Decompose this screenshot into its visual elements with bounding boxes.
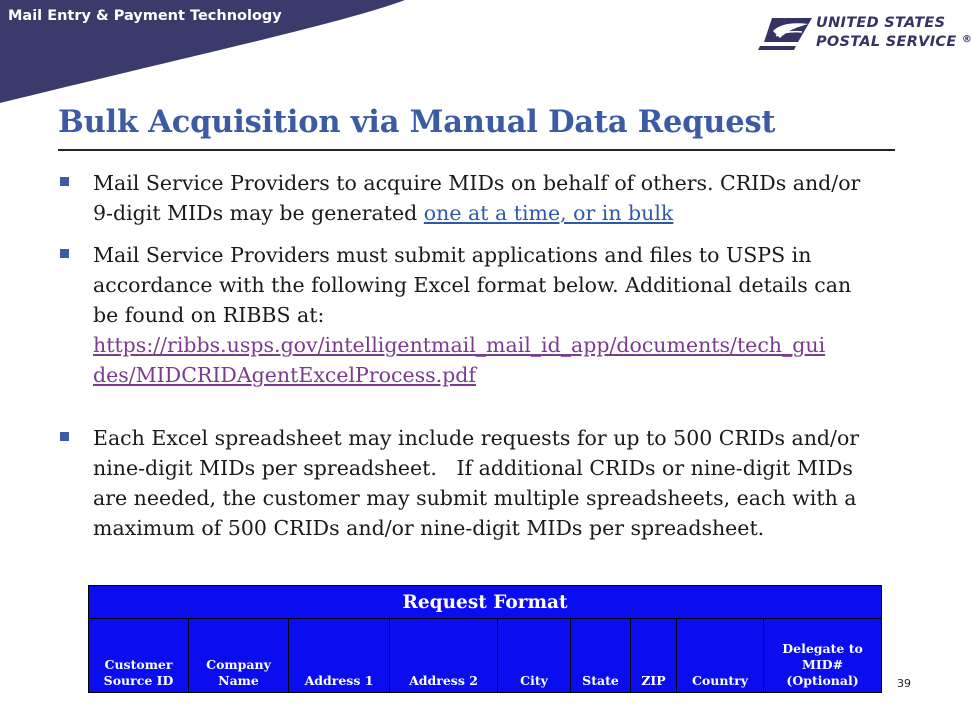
bullet-item-3 <box>93 423 938 543</box>
title-rule <box>58 149 895 151</box>
usps-logo <box>758 12 972 56</box>
column-header-text: ZIP <box>641 673 666 688</box>
column-header-text: Customer <box>104 657 173 672</box>
ribbs-link-line <box>93 360 938 390</box>
request-format-table <box>88 585 882 693</box>
bullet-text: nine-digit MIDs per spreadsheet. If additional CRIDs or nine-digit MIDs <box>93 456 853 480</box>
column-header-text: Name <box>218 673 259 688</box>
table-column-header <box>764 619 882 693</box>
column-header-text: State <box>582 673 619 688</box>
logo-line-1: UNITED STATES <box>816 15 946 31</box>
trademark-symbol: ® <box>961 34 972 45</box>
bullet-text: Mail Service Providers must submit applications and files to USPS in <box>93 243 812 267</box>
logo-line-2-text: POSTAL SERVICE <box>816 34 957 50</box>
header-banner <box>0 0 972 105</box>
column-header-text: Delegate to <box>782 641 863 656</box>
one-at-a-time-link[interactable]: one at a time, or in bulk <box>423 201 674 225</box>
bullet-text: 9-digit MIDs may be generated <box>93 201 424 225</box>
page-number: 39 <box>897 677 911 690</box>
bullet-text-line <box>93 198 938 228</box>
bullet-text: Each Excel spreadsheet may include requests for up to 500 CRIDs and/or <box>93 426 860 450</box>
slide-title: Bulk Acquisition via Manual Data Request <box>58 104 776 140</box>
ribbs-url-link[interactable]: https://ribbs.usps.gov/intelligentmail_mail_id_app/documents/tech_gui <box>93 333 826 357</box>
bullet-text: accordance with the following Excel format below. Additional details can <box>93 273 852 297</box>
ribbs-link-line <box>93 330 938 360</box>
column-header-text: (Optional) <box>786 673 859 688</box>
column-header-text: Company <box>206 657 271 672</box>
bullet-text: maximum of 500 CRIDs and/or nine-digit MIDs per spreadsheet. <box>93 516 765 540</box>
column-header-text: Source ID <box>103 673 174 688</box>
column-header-text: Country <box>691 673 749 688</box>
column-header-text: MID# <box>802 657 844 672</box>
table-column-header <box>631 619 677 693</box>
table-column-header <box>677 619 764 693</box>
bullet-text: are needed, the customer may submit multiple spreadsheets, each with a <box>93 486 857 510</box>
table-header-row <box>89 619 882 693</box>
bullet-item-1 <box>93 168 938 228</box>
table-column-header <box>571 619 631 693</box>
table-column-header <box>289 619 390 693</box>
ribbs-url-link-cont[interactable]: des/MIDCRIDAgentExcelProcess.pdf <box>93 363 476 387</box>
column-header-text: Address 2 <box>409 673 478 688</box>
bullet-square-icon <box>60 177 69 186</box>
bullet-item-2 <box>93 240 938 390</box>
table-column-header <box>189 619 289 693</box>
column-header-text: City <box>520 673 548 688</box>
table-column-header <box>498 619 571 693</box>
bullet-text: Mail Service Providers to acquire MIDs on behalf of others. CRIDs and/or <box>93 171 861 195</box>
section-label: Mail Entry & Payment Technology <box>8 8 282 24</box>
column-header-text: Address 1 <box>304 673 374 688</box>
bullet-square-icon <box>60 432 69 441</box>
table-column-header <box>89 619 189 693</box>
usps-eagle-logo-icon <box>758 12 813 52</box>
bullet-text: be found on RIBBS at: <box>93 303 325 327</box>
logo-line-2 <box>816 34 972 50</box>
bullet-square-icon <box>60 249 69 258</box>
table-title: Request Format <box>89 586 882 619</box>
table-column-header <box>390 619 498 693</box>
